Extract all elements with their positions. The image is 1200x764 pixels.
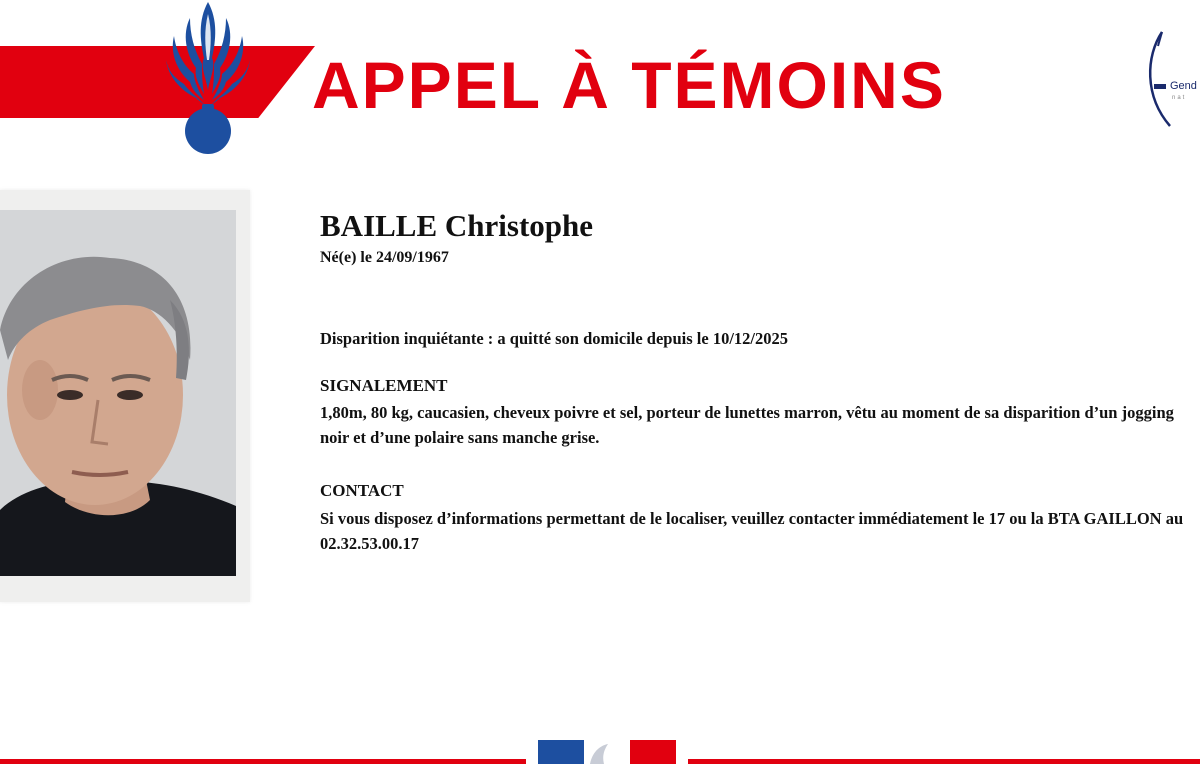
contact-title: CONTACT <box>320 481 404 500</box>
logo-text: Gend <box>1170 80 1197 92</box>
contact-text: Si vous disposez d’informations permettant de le localiser, veuillez contacter immédiatement le 17 ou la BTA GAILLON au 02.32.53.00.17 <box>320 509 1184 553</box>
person-name: BAILLE Christophe <box>320 208 594 243</box>
header-red-banner <box>0 46 315 118</box>
footer-line-left <box>0 759 526 764</box>
person-photo <box>0 210 236 576</box>
footer-line-right <box>688 759 1200 764</box>
signalement-title: SIGNALEMENT <box>320 376 448 395</box>
page-title: APPEL À TÉMOINS <box>312 48 946 122</box>
gendarmerie-grenade-icon <box>160 0 256 156</box>
signalement-text: 1,80m, 80 kg, caucasien, cheveux poivre et sel, porteur de lunettes marron, vêtu au moment de sa disparition d’un jogging noir et d’une polaire sans manche grise. <box>320 403 1174 447</box>
disappearance-notice: Disparition inquiétante : a quitté son domicile depuis le 10/12/2025 <box>320 329 788 348</box>
marianne-flag-icon <box>538 740 676 764</box>
person-photo-frame <box>0 190 250 602</box>
logo-subtext: nat <box>1172 95 1187 101</box>
person-birthdate: Né(e) le 24/09/1967 <box>320 249 449 266</box>
